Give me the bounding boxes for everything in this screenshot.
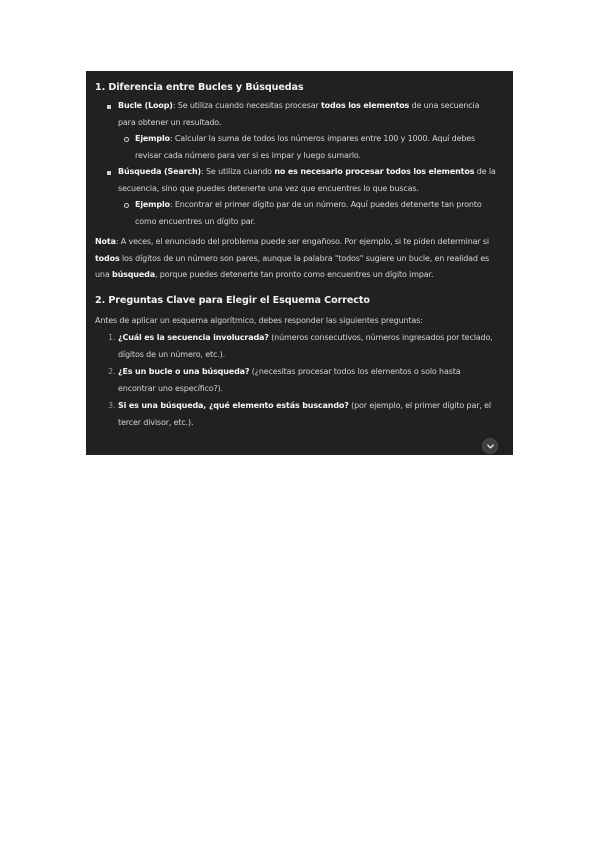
search-text-end: de la secuencia, sino que puedes detenerte una vez que encuentres lo que buscas. — [118, 167, 496, 193]
note-bold: búsqueda — [112, 270, 155, 279]
note-text: , porque puedes detenerte tan pronto como encuentres un dígito impar. — [154, 270, 434, 279]
note-paragraph — [95, 234, 499, 284]
section-1-heading: 1. Diferencia entre Bucles y Búsquedas — [95, 82, 304, 93]
search-text: : Se utiliza cuando — [201, 167, 275, 176]
note-text: : A veces, el enunciado del problema puede ser engañoso. Por ejemplo, si te piden determinar si — [115, 237, 489, 246]
example-label: Ejemplo — [135, 134, 170, 143]
question-bold: ¿Cuál es la secuencia involucrada? — [118, 333, 269, 342]
list-item-search-example — [95, 197, 499, 230]
bullet-list — [95, 98, 499, 230]
question-text: (por ejemplo, el primer dígito par, el tercer divisor, etc.). — [118, 401, 492, 427]
question-bold: ¿Es un bucle o una búsqueda? — [118, 367, 250, 376]
section-2-heading: 2. Preguntas Clave para Elegir el Esquema Correcto — [95, 294, 370, 306]
search-bold: no es necesario procesar todos los elementos — [274, 167, 475, 176]
question-item — [95, 364, 499, 397]
question-list — [95, 330, 499, 431]
sub-bullet-icon — [124, 203, 129, 208]
question-number: 3. — [108, 401, 116, 410]
loop-text-end: de una secuencia para obtener un resultado. — [118, 101, 480, 127]
question-bold: Si es una búsqueda, ¿qué elemento estás buscando? — [118, 401, 349, 410]
search-term: Búsqueda (Search) — [118, 167, 202, 176]
example-label: Ejemplo — [135, 200, 170, 209]
loop-bold: todos los elementos — [321, 101, 410, 110]
intro-paragraph: Antes de aplicar un esquema algorítmico, debes responder las siguientes preguntas: — [95, 315, 423, 325]
bullet-icon — [107, 105, 111, 109]
scroll-down-button[interactable] — [482, 438, 498, 454]
example-text: : Calcular la suma de todos los números impares entre 100 y 1000. Aquí debes revisar cada número para ver si es impar y luego sumarlo. — [135, 134, 476, 160]
bullet-icon — [107, 171, 111, 175]
question-text: (¿necesitas procesar todos los elementos o solo hasta encontrar uno específico?). — [118, 367, 461, 393]
question-number: 2. — [108, 367, 116, 376]
list-item-loop — [95, 98, 499, 131]
chat-response-panel — [86, 71, 513, 455]
example-text: : Encontrar el primer dígito par de un número. Aquí puedes detenerte tan pronto como encuentres un dígito par. — [135, 200, 482, 226]
list-item-loop-example — [95, 131, 499, 164]
question-number: 1. — [108, 333, 116, 342]
note-label: Nota — [95, 237, 116, 246]
note-bold: todos — [95, 253, 120, 263]
loop-text: : Se utiliza cuando necesitas procesar — [172, 101, 321, 110]
list-item-search — [95, 164, 499, 197]
question-text: (números consecutivos, números ingresados por teclado, dígitos de un número, etc.). — [118, 333, 493, 359]
loop-term: Bucle (Loop) — [118, 101, 173, 110]
chevron-down-icon — [486, 442, 495, 451]
note-text: los dígitos de un número son pares, aunque la palabra "todos" sugiere un bucle, en realidad es una — [95, 253, 490, 279]
question-item — [95, 330, 499, 363]
question-item — [95, 398, 499, 431]
sub-bullet-icon — [124, 137, 129, 142]
